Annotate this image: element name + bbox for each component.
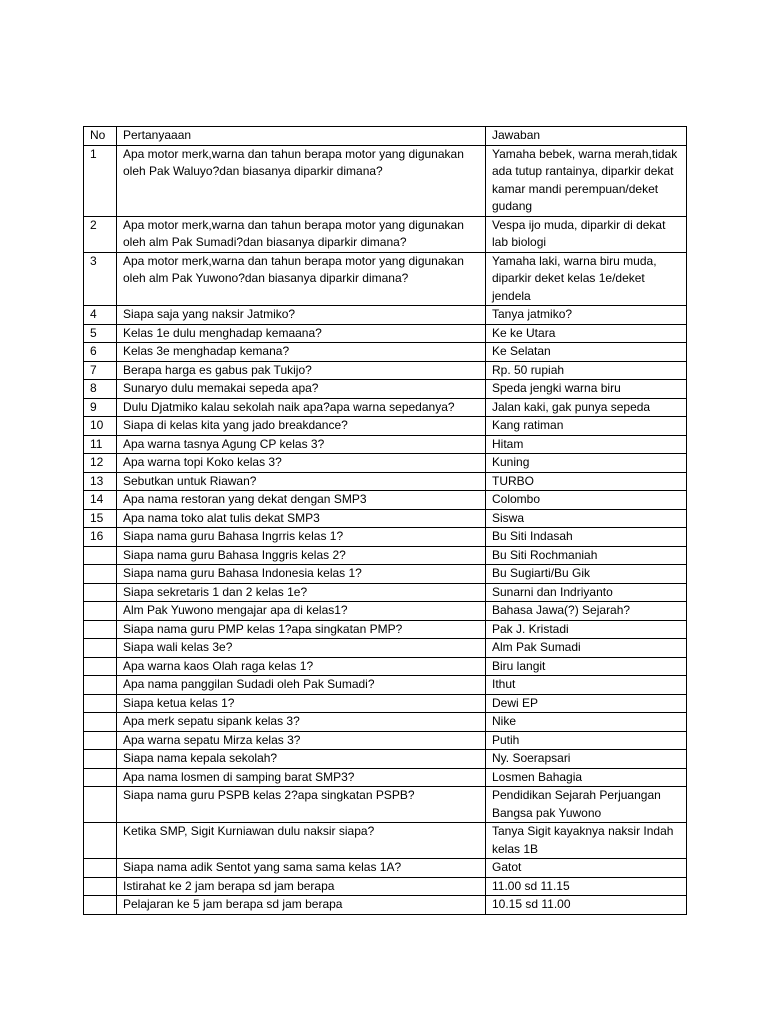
cell-question: Ketika SMP, Sigit Kurniawan dulu naksir siapa?	[117, 823, 486, 859]
cell-answer: Jalan kaki, gak punya sepeda	[486, 398, 687, 417]
cell-question: Siapa nama guru PMP kelas 1?apa singkatan PMP?	[117, 620, 486, 639]
table-row	[84, 306, 687, 325]
cell-no	[84, 787, 117, 823]
cell-no	[84, 823, 117, 859]
cell-no: 8	[84, 380, 117, 399]
cell-no	[84, 877, 117, 896]
cell-question: Apa warna sepatu Mirza kelas 3?	[117, 731, 486, 750]
cell-question: Siapa sekretaris 1 dan 2 kelas 1e?	[117, 583, 486, 602]
cell-question: Sebutkan untuk Riawan?	[117, 472, 486, 491]
cell-answer: Alm Pak Sumadi	[486, 639, 687, 658]
table-row	[84, 509, 687, 528]
table-row	[84, 731, 687, 750]
qa-table	[83, 126, 687, 915]
table-row	[84, 417, 687, 436]
cell-answer: Ke Selatan	[486, 343, 687, 362]
cell-no	[84, 657, 117, 676]
table-row	[84, 528, 687, 547]
table-row	[84, 583, 687, 602]
table-row	[84, 694, 687, 713]
cell-no: 3	[84, 252, 117, 306]
cell-question: Apa motor merk,warna dan tahun berapa motor yang digunakan oleh alm Pak Yuwono?dan biasanya diparkir dimana?	[117, 252, 486, 306]
table-row	[84, 877, 687, 896]
cell-no	[84, 694, 117, 713]
table-row	[84, 435, 687, 454]
cell-answer: Yamaha bebek, warna merah,tidak ada tutup rantainya, diparkir dekat kamar mandi perempuan/deket gudang	[486, 145, 687, 216]
cell-no	[84, 676, 117, 695]
cell-answer: Sunarni dan Indriyanto	[486, 583, 687, 602]
cell-no	[84, 859, 117, 878]
table-row	[84, 546, 687, 565]
cell-question: Apa nama toko alat tulis dekat SMP3	[117, 509, 486, 528]
cell-answer: Ny. Soerapsari	[486, 750, 687, 769]
cell-no: 1	[84, 145, 117, 216]
table-row	[84, 216, 687, 252]
cell-answer: 10.15 sd 11.00	[486, 896, 687, 915]
table-header-row	[84, 127, 687, 146]
table-row	[84, 472, 687, 491]
cell-question: Dulu Djatmiko kalau sekolah naik apa?apa warna sepedanya?	[117, 398, 486, 417]
cell-question: Apa motor merk,warna dan tahun berapa motor yang digunakan oleh Pak Waluyo?dan biasanya diparkir dimana?	[117, 145, 486, 216]
cell-question: Apa warna tasnya Agung CP kelas 3?	[117, 435, 486, 454]
cell-no: 12	[84, 454, 117, 473]
cell-answer: Ke ke Utara	[486, 324, 687, 343]
cell-answer: Losmen Bahagia	[486, 768, 687, 787]
cell-answer: Colombo	[486, 491, 687, 510]
cell-answer: Speda jengki warna biru	[486, 380, 687, 399]
table-row	[84, 713, 687, 732]
cell-no: 2	[84, 216, 117, 252]
table-row	[84, 565, 687, 584]
cell-answer: Tanya jatmiko?	[486, 306, 687, 325]
cell-answer: Siswa	[486, 509, 687, 528]
header-answer: Jawaban	[486, 127, 687, 146]
table-row	[84, 676, 687, 695]
table-row	[84, 491, 687, 510]
cell-answer: Pendidikan Sejarah Perjuangan Bangsa pak Yuwono	[486, 787, 687, 823]
cell-question: Apa motor merk,warna dan tahun berapa motor yang digunakan oleh alm Pak Sumadi?dan biasanya diparkir dimana?	[117, 216, 486, 252]
cell-answer: Biru langit	[486, 657, 687, 676]
cell-no: 9	[84, 398, 117, 417]
cell-no: 5	[84, 324, 117, 343]
cell-question: Siapa nama guru Bahasa Indonesia kelas 1?	[117, 565, 486, 584]
cell-answer: Vespa ijo muda, diparkir di dekat lab biologi	[486, 216, 687, 252]
cell-answer: 11.00 sd 11.15	[486, 877, 687, 896]
cell-answer: Nike	[486, 713, 687, 732]
cell-answer: Ithut	[486, 676, 687, 695]
cell-question: Siapa nama guru Bahasa Inggris kelas 2?	[117, 546, 486, 565]
cell-question: Istirahat ke 2 jam berapa sd jam berapa	[117, 877, 486, 896]
table-row	[84, 657, 687, 676]
cell-question: Apa warna topi Koko kelas 3?	[117, 454, 486, 473]
cell-answer: Hitam	[486, 435, 687, 454]
cell-answer: Bu Sugiarti/Bu Gik	[486, 565, 687, 584]
cell-no: 16	[84, 528, 117, 547]
table-row	[84, 823, 687, 859]
cell-no	[84, 731, 117, 750]
table-body	[84, 145, 687, 914]
cell-no	[84, 546, 117, 565]
table-row	[84, 859, 687, 878]
cell-no: 6	[84, 343, 117, 362]
cell-question: Siapa saja yang naksir Jatmiko?	[117, 306, 486, 325]
cell-answer: Bu Siti Rochmaniah	[486, 546, 687, 565]
cell-answer: Gatot	[486, 859, 687, 878]
cell-answer: Dewi EP	[486, 694, 687, 713]
table-row	[84, 324, 687, 343]
cell-question: Siapa ketua kelas 1?	[117, 694, 486, 713]
cell-answer: Rp. 50 rupiah	[486, 361, 687, 380]
cell-no	[84, 639, 117, 658]
cell-no: 4	[84, 306, 117, 325]
cell-question: Siapa nama adik Sentot yang sama sama kelas 1A?	[117, 859, 486, 878]
cell-question: Kelas 1e dulu menghadap kemaana?	[117, 324, 486, 343]
cell-answer: Bu Siti Indasah	[486, 528, 687, 547]
cell-no	[84, 583, 117, 602]
cell-no	[84, 565, 117, 584]
cell-question: Apa warna kaos Olah raga kelas 1?	[117, 657, 486, 676]
cell-answer: Kang ratiman	[486, 417, 687, 436]
table-row	[84, 639, 687, 658]
cell-no: 14	[84, 491, 117, 510]
table-row	[84, 361, 687, 380]
cell-answer: Yamaha laki, warna biru muda, diparkir deket kelas 1e/deket jendela	[486, 252, 687, 306]
cell-no	[84, 750, 117, 769]
cell-question: Siapa di kelas kita yang jado breakdance?	[117, 417, 486, 436]
table-row	[84, 750, 687, 769]
cell-question: Alm Pak Yuwono mengajar apa di kelas1?	[117, 602, 486, 621]
cell-answer: Putih	[486, 731, 687, 750]
cell-question: Siapa nama guru PSPB kelas 2?apa singkatan PSPB?	[117, 787, 486, 823]
cell-no: 13	[84, 472, 117, 491]
table-row	[84, 896, 687, 915]
table-row	[84, 252, 687, 306]
header-question: Pertanyaaan	[117, 127, 486, 146]
cell-answer: Tanya Sigit kayaknya naksir Indah kelas 1B	[486, 823, 687, 859]
header-no: No	[84, 127, 117, 146]
cell-question: Siapa nama kepala sekolah?	[117, 750, 486, 769]
cell-question: Apa nama panggilan Sudadi oleh Pak Sumadi?	[117, 676, 486, 695]
table-row	[84, 343, 687, 362]
cell-no: 7	[84, 361, 117, 380]
cell-question: Apa nama restoran yang dekat dengan SMP3	[117, 491, 486, 510]
table-row	[84, 620, 687, 639]
cell-no: 15	[84, 509, 117, 528]
cell-no: 10	[84, 417, 117, 436]
table-row	[84, 398, 687, 417]
cell-no	[84, 602, 117, 621]
cell-answer: TURBO	[486, 472, 687, 491]
table-row	[84, 787, 687, 823]
table-row	[84, 768, 687, 787]
cell-answer: Pak J. Kristadi	[486, 620, 687, 639]
table-row	[84, 602, 687, 621]
cell-no	[84, 713, 117, 732]
cell-no	[84, 768, 117, 787]
cell-question: Siapa nama guru Bahasa Ingrris kelas 1?	[117, 528, 486, 547]
cell-answer: Bahasa Jawa(?) Sejarah?	[486, 602, 687, 621]
cell-question: Kelas 3e menghadap kemana?	[117, 343, 486, 362]
cell-question: Apa merk sepatu sipank kelas 3?	[117, 713, 486, 732]
cell-no	[84, 896, 117, 915]
cell-answer: Kuning	[486, 454, 687, 473]
table-row	[84, 145, 687, 216]
cell-question: Berapa harga es gabus pak Tukijo?	[117, 361, 486, 380]
table-row	[84, 454, 687, 473]
cell-no: 11	[84, 435, 117, 454]
cell-question: Sunaryo dulu memakai sepeda apa?	[117, 380, 486, 399]
cell-no	[84, 620, 117, 639]
table-row	[84, 380, 687, 399]
cell-question: Apa nama losmen di samping barat SMP3?	[117, 768, 486, 787]
cell-question: Pelajaran ke 5 jam berapa sd jam berapa	[117, 896, 486, 915]
cell-question: Siapa wali kelas 3e?	[117, 639, 486, 658]
